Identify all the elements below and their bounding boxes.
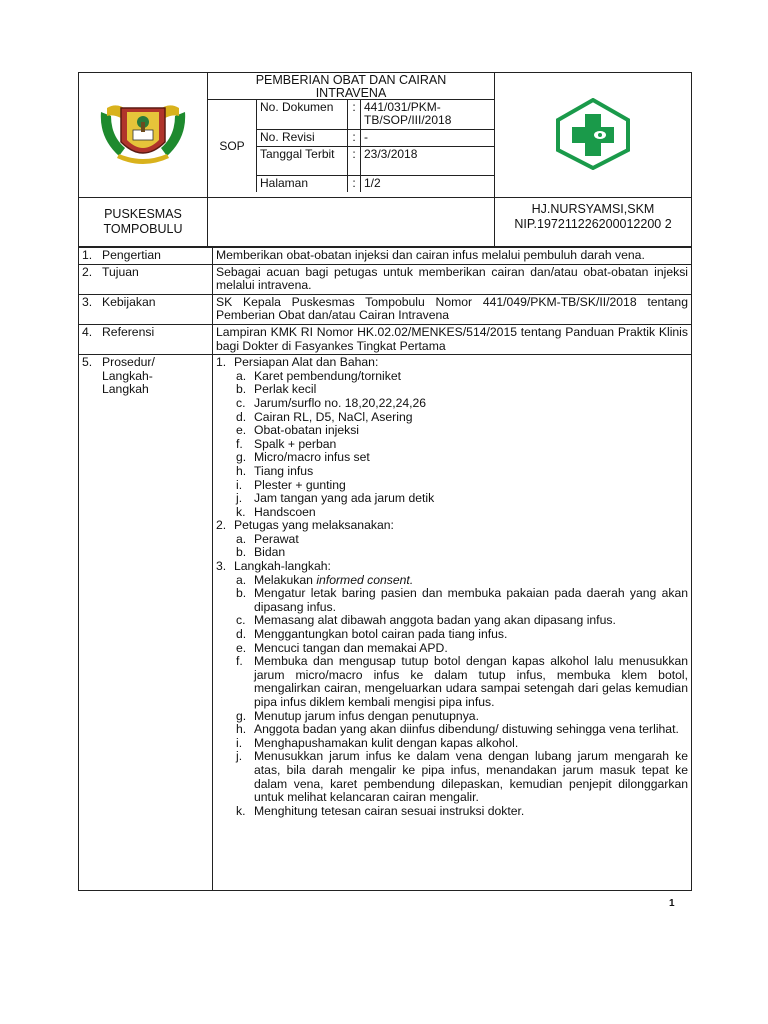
sop-label: SOP: [208, 100, 257, 192]
list-item: [216, 492, 688, 506]
item-text: Cairan RL, D5, NaCl, Asering: [254, 409, 413, 424]
info-sep: :: [348, 146, 361, 175]
info-label: No. Revisi: [257, 129, 348, 146]
item-text: Memasang alat dibawah anggota badan yang akan dipasang infus.: [254, 613, 616, 628]
row-text: Sebagai acuan bagi petugas untuk memberikan cairan dan/atau obat-obatan injeksi melalui intravena.: [213, 264, 692, 294]
item-number: c.: [236, 613, 246, 628]
sop-header: [78, 72, 692, 247]
row-number: 4.: [82, 324, 93, 339]
list-item: [216, 737, 688, 751]
list-item: [216, 438, 688, 452]
organization-name: PUSKESMAS TOMPOBULU: [79, 198, 208, 247]
content-row: [79, 248, 692, 265]
row-label-cell: [79, 264, 213, 294]
item-text: Karet pembendung/torniket: [254, 368, 402, 383]
section-title: Langkah-langkah:: [234, 559, 331, 574]
item-number: a.: [236, 368, 247, 383]
item-text: Menggantungkan botol cairan pada tiang infus.: [254, 627, 508, 642]
item-number: e.: [236, 423, 247, 438]
item-text: Perlak kecil: [254, 382, 317, 397]
item-text: Menusukkan jarum infus ke dalam vena dengan lubang jarum mengarah ke atas, bila darah mengalir ke pipa infus, menandakan jarum masuk tepat ke dalam vena, karet pembendung dilepaskan, kemudian penjepit dilonggarkan untuk melihat kelancaran cairan mengalir.: [254, 749, 688, 805]
item-number: b.: [236, 382, 247, 397]
section-number: 3.: [216, 559, 227, 574]
item-emphasis: informed consent.: [316, 572, 414, 587]
sop-content-table: [78, 247, 692, 891]
info-sep: :: [348, 100, 361, 129]
list-item: [216, 655, 688, 709]
item-number: a.: [236, 572, 247, 587]
item-number: d.: [236, 409, 247, 424]
row-label-cell: [79, 294, 213, 324]
item-text: Handscoen: [254, 504, 316, 519]
list-item: [216, 383, 688, 397]
list-item: [216, 710, 688, 724]
procedure-list: [213, 355, 692, 891]
row-label: Kebijakan: [102, 294, 156, 309]
list-item: [216, 614, 688, 628]
procedure-row: [79, 355, 692, 891]
row-number: 2.: [82, 264, 93, 279]
item-number: h.: [236, 463, 247, 478]
list-item: [216, 479, 688, 493]
section-number: 2.: [216, 518, 227, 533]
section-number: 1.: [216, 355, 227, 370]
list-item: [216, 546, 688, 560]
item-text: Spalk + perban: [254, 436, 337, 451]
item-text: Anggota badan yang akan diinfus dibendung/ distuwing sehingga vena terlihat.: [254, 722, 679, 737]
item-number: d.: [236, 627, 247, 642]
list-item: [216, 750, 688, 804]
info-row: [257, 146, 494, 175]
list-item: [216, 723, 688, 737]
item-number: i.: [236, 477, 243, 492]
left-logo-cell: [79, 73, 208, 198]
row-number: 5.: [82, 355, 93, 370]
row-number: 3.: [82, 294, 93, 309]
item-number: g.: [236, 708, 247, 723]
item-text: Micro/macro infus set: [254, 450, 370, 465]
item-text: Plester + gunting: [254, 477, 346, 492]
title-cell: [208, 73, 495, 198]
puskesmas-logo-icon: [548, 98, 638, 170]
item-number: f.: [236, 654, 243, 669]
item-text: Menutup jarum infus dengan penutupnya.: [254, 708, 479, 723]
document-info-table: [257, 100, 494, 192]
item-number: b.: [236, 586, 247, 601]
item-number: j.: [236, 749, 243, 764]
list-item: [216, 397, 688, 411]
list-item: [216, 465, 688, 479]
row-label: Tujuan: [102, 264, 139, 279]
list-item: [216, 805, 688, 819]
row-text: SK Kepala Puskesmas Tompobulu Nomor 441/049/PKM-TB/SK/II/2018 tentang Pemberian Obat dan/atau Cairan Intravena: [213, 294, 692, 324]
item-text: Menghapushamakan kulit dengan kapas alkohol.: [254, 735, 519, 750]
info-value: -: [361, 129, 495, 146]
info-value: 441/031/PKM-TB/SOP/III/2018: [361, 100, 495, 129]
row-text: Memberikan obat-obatan injeksi dan cairan infus melalui pembuluh darah vena.: [213, 248, 692, 265]
info-row: [257, 129, 494, 146]
signer-nip: NIP.197211226200012200 2: [514, 217, 672, 231]
list-item: [216, 506, 688, 520]
item-text: Menghitung tetesan cairan sesuai instruksi dokter.: [254, 803, 525, 818]
row-label-cell: [79, 248, 213, 265]
section-title: Petugas yang melaksanakan:: [234, 518, 394, 533]
right-logo-cell: [495, 73, 692, 198]
item-number: k.: [236, 803, 246, 818]
item-text: Jam tangan yang ada jarum detik: [254, 491, 435, 506]
content-row: [79, 294, 692, 324]
info-sep: :: [348, 175, 361, 192]
page-number: 1: [669, 898, 675, 909]
empty-cell: [208, 198, 495, 247]
item-text: Membuka dan mengusap tutup botol dengan kapas alkohol lalu menusukkan jarum micro/macro infus ke dalam tutup infus, membuka klem botol, mengalirkan cairan, mengeluarkan udara sampai setengah dari gelas kemudian pipa infus diklem kembali mengisi pipa infus.: [254, 654, 688, 709]
regional-emblem-icon: [97, 98, 189, 170]
list-item: [216, 533, 688, 547]
item-number: b.: [236, 545, 247, 560]
item-text: Obat-obatan injeksi: [254, 423, 360, 438]
section-title: Persiapan Alat dan Bahan:: [234, 355, 379, 370]
item-number: j.: [236, 491, 243, 506]
list-item: [216, 424, 688, 438]
info-row: [257, 100, 494, 129]
item-number: h.: [236, 722, 247, 737]
item-number: a.: [236, 531, 247, 546]
item-number: f.: [236, 436, 243, 451]
item-text: Perawat: [254, 531, 299, 546]
content-row: [79, 264, 692, 294]
row-text: Lampiran KMK RI Nomor HK.02.02/MENKES/514/2015 tentang Panduan Praktik Klinis bagi Dokter di Fasyankes Tingkat Pertama: [213, 324, 692, 354]
procedure-section: [216, 356, 688, 370]
item-text: Bidan: [254, 545, 286, 560]
item-number: k.: [236, 504, 246, 519]
item-text: Melakukan: [254, 572, 317, 587]
procedure-section: [216, 560, 688, 574]
content-row: [79, 324, 692, 354]
list-item: [216, 370, 688, 384]
info-label: No. Dokumen: [257, 100, 348, 129]
info-row: [257, 175, 494, 192]
signer-name: HJ.NURSYAMSI,SKM: [531, 202, 655, 216]
row-number: 1.: [82, 248, 93, 262]
procedure-section: [216, 519, 688, 533]
item-text: Mengatur letak baring pasien dan membuka pakaian pada daerah yang akan dipasang infus.: [254, 586, 688, 614]
list-item: [216, 411, 688, 425]
item-text: Tiang infus: [254, 463, 314, 478]
item-number: c.: [236, 395, 246, 410]
signature-cell: [495, 198, 692, 247]
info-sep: :: [348, 129, 361, 146]
info-label: Halaman: [257, 175, 348, 192]
row-label: Referensi: [102, 324, 155, 339]
item-text: Mencuci tangan dan memakai APD.: [254, 640, 448, 655]
item-text: Jarum/surflo no. 18,20,22,24,26: [254, 395, 427, 410]
row-label-cell: [79, 355, 213, 891]
info-value: 1/2: [361, 175, 495, 192]
info-label: Tanggal Terbit: [257, 146, 348, 175]
list-item: [216, 574, 688, 588]
list-item: [216, 642, 688, 656]
row-label: Pengertian: [102, 248, 161, 262]
info-value: 23/3/2018: [361, 146, 495, 175]
item-number: i.: [236, 735, 243, 750]
row-label-cell: [79, 324, 213, 354]
list-item: [216, 587, 688, 614]
list-item: [216, 628, 688, 642]
row-label: Prosedur/ Langkah-Langkah: [102, 355, 155, 397]
item-number: e.: [236, 640, 247, 655]
document-title: PEMBERIAN OBAT DAN CAIRAN INTRAVENA: [208, 73, 494, 100]
item-number: g.: [236, 450, 247, 465]
list-item: [216, 451, 688, 465]
